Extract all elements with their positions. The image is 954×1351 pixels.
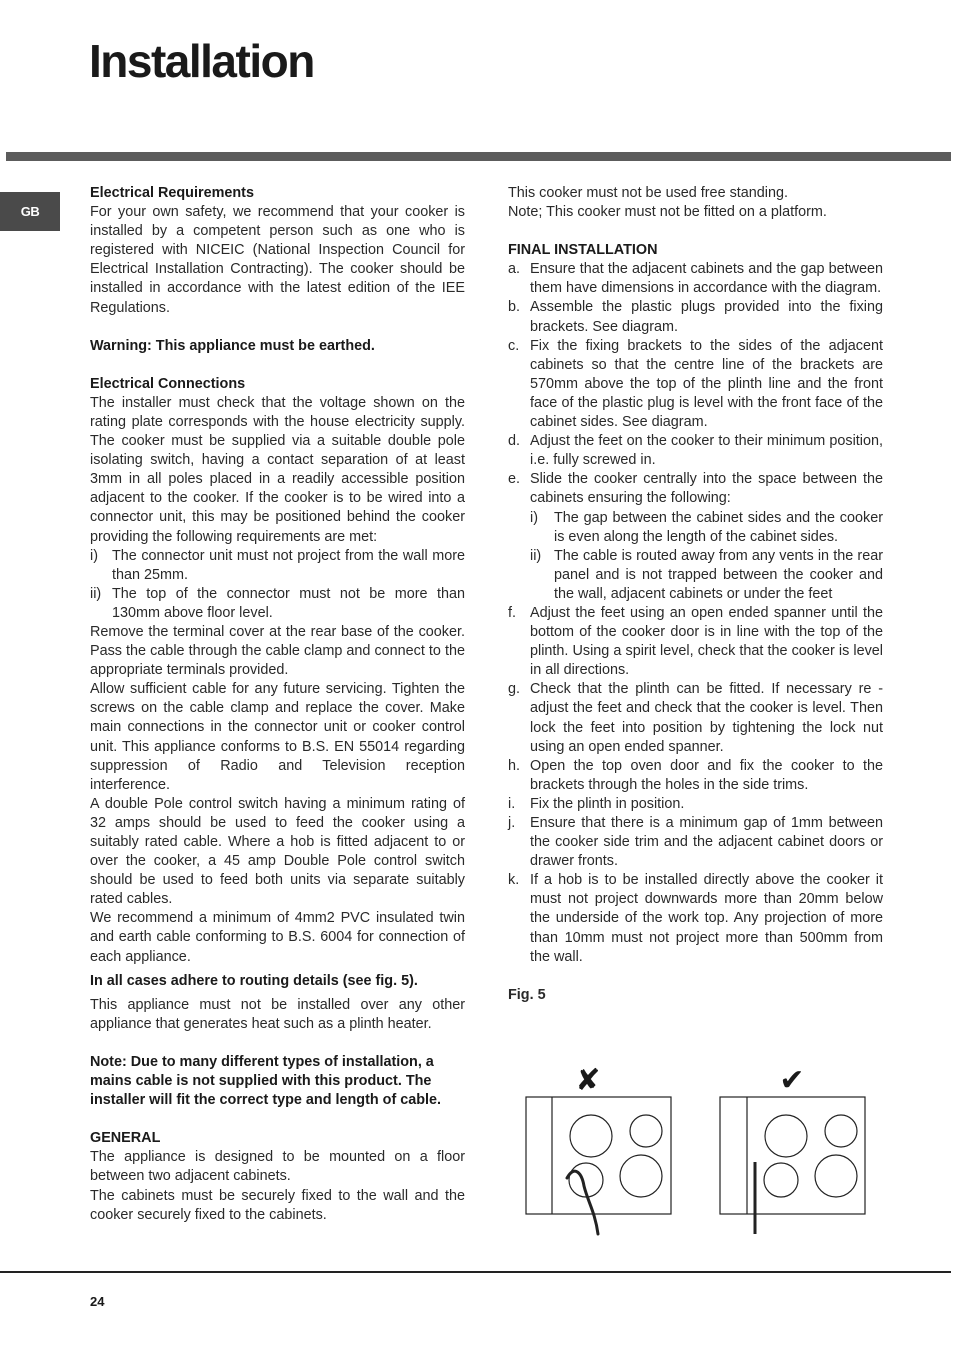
page-title: Installation (89, 35, 314, 87)
list-marker: ii) (530, 547, 542, 564)
list-marker: e. (508, 471, 521, 488)
wrong-routing-diagram (526, 1097, 671, 1234)
correct-check-icon: ✔ (779, 1063, 805, 1098)
hob-ring (764, 1163, 798, 1197)
electrical-connections-text: The installer must check that the voltage shown on the rating plate corresponds with the house electricity supply. The cooker must be supplied via a suitable double pole isolating switch, having a contact separation of at least 3mm in all poles placed in a readily accessible position adjacent to the cooker. If the cooker is to be wired into a connector unit, this may be positioned behind the cooker providing the following requirements are met: (90, 394, 465, 545)
list-marker: h. (508, 757, 521, 774)
list-item (508, 795, 883, 814)
general-text-mounting: The appliance is designed to be mounted on a floor between two adjacent cabinets. (90, 1149, 465, 1185)
hob-ring (765, 1115, 807, 1157)
left-column (90, 184, 465, 1225)
sub-list-item (530, 509, 883, 547)
list-item (508, 260, 883, 298)
list-text: Adjust the feet on the cooker to their minimum position, i.e. fully screwed in. (530, 433, 883, 469)
list-marker: b. (508, 299, 521, 316)
hob-ring (815, 1155, 857, 1197)
list-text: If a hob is to be installed directly above the cooker it must not project downwards more than 20mm below the underside of the work top. Any projection of more than 10mm must not project more than 500mm from the wall. (530, 872, 883, 965)
list-item (508, 432, 883, 470)
right-column (508, 184, 883, 1005)
list-marker: d. (508, 433, 521, 450)
list-text: The connector unit must not project from the wall more than 25mm. (112, 547, 465, 583)
list-item (508, 814, 883, 871)
sub-list-item (530, 547, 883, 604)
cable-recommendation-text: We recommend a minimum of 4mm2 PVC insulated twin and earth cable conforming to B.S. 6004 for connection of each appliance. (90, 910, 465, 965)
list-item (508, 604, 883, 680)
mains-cable-wrong (567, 1171, 598, 1234)
electrical-requirements-text: For your own safety, we recommend that your cooker is installed by a competent person such as one who is registered with NICEIC (National Inspection Council for Electrical Installation Contracting). The cooker should be installed in accordance with the latest edition of the IEE Regulations. (90, 204, 465, 316)
list-marker: ii) (90, 585, 102, 602)
list-item (508, 298, 883, 336)
cable-routing-figure (520, 1062, 875, 1242)
list-text: Fix the plinth in position. (530, 795, 685, 812)
list-item (508, 871, 883, 966)
list-marker: g. (508, 681, 521, 698)
list-text: Slide the cooker centrally into the space between the cabinets ensuring the following: (530, 471, 883, 507)
list-marker: i) (90, 547, 98, 564)
final-installation-heading: FINAL INSTALLATION (508, 242, 658, 259)
free-standing-note: This cooker must not be used free standing. (508, 185, 788, 201)
list-text: Ensure that there is a minimum gap of 1mm between the cooker side trim and the adjacent cabinet doors or drawer fronts. (530, 815, 883, 870)
hob-ring (570, 1115, 612, 1157)
list-text: The top of the connector must not be more than 130mm above floor level. (112, 585, 465, 621)
page-number: 24 (90, 1294, 105, 1309)
control-switch-text: A double Pole control switch having a minimum rating of 32 amps should be used to feed the cooker using a suitably rated cable. Where a hob is fitted adjacent to or over the cooker, a 45 amp Double Pole control switch should be used to feed both units via separate suitably rated cables. (90, 795, 465, 908)
earthing-warning: Warning: This appliance must be earthed. (90, 337, 375, 354)
list-marker: f. (508, 604, 516, 621)
language-tab: GB (0, 192, 60, 231)
footer-divider (0, 1271, 951, 1273)
list-text: Fix the fixing brackets to the sides of the adjacent cabinets so that the centre line of the brackets are 570mm above the top of the plinth line and the front face of the plastic plug is level with the front face of the cabinet sides. See diagram. (530, 337, 883, 431)
list-text: Check that the plinth can be fitted. If necessary re - adjust the feet and check that the cooker is level. Then lock the feet into position by tightening the lock nut using an open ended spanner. (530, 681, 883, 755)
list-item (508, 470, 883, 508)
list-text: Open the top oven door and fix the cooker to the brackets through the holes in the side trims. (530, 757, 883, 793)
electrical-connections-heading: Electrical Connections (90, 375, 246, 392)
list-text: Ensure that the adjacent cabinets and the gap between them have dimensions in accordance with the diagram. (530, 261, 883, 297)
hob-ring (620, 1155, 662, 1197)
list-marker: a. (508, 261, 521, 278)
mains-cable-note: Note: Due to many different types of installation, a mains cable is not supplied with this product. The installer will fit the correct type and length of cable. (90, 1053, 442, 1109)
hob-ring (825, 1115, 857, 1147)
list-marker: i) (530, 509, 538, 526)
correct-routing-diagram (720, 1097, 865, 1234)
figure-label: Fig. 5 (508, 986, 546, 1003)
list-marker: i. (508, 795, 516, 812)
list-marker: c. (508, 337, 520, 354)
list-marker: j. (508, 815, 516, 831)
terminal-cover-text: Remove the terminal cover at the rear base of the cooker. Pass the cable through the cable clamp and connect to the appropriate terminals provided. (90, 623, 465, 679)
list-marker: k. (508, 872, 520, 889)
general-heading: GENERAL (90, 1130, 161, 1147)
platform-note: Note; This cooker must not be fitted on a platform. (508, 204, 827, 221)
list-item (90, 547, 465, 585)
list-item (508, 757, 883, 795)
list-item (508, 337, 883, 432)
list-text: Assemble the plastic plugs provided into the fixing brackets. See diagram. (530, 299, 883, 335)
list-text: The gap between the cabinet sides and the cooker is even along the length of the cabinet sides. (554, 509, 883, 545)
list-text: Adjust the feet using an open ended spanner until the bottom of the cooker door is in line with the top of the plinth. Using a spirit level, check that the cooker is level in all directions. (530, 604, 883, 679)
hob-ring (630, 1115, 662, 1147)
list-item (508, 680, 883, 756)
electrical-requirements-heading: Electrical Requirements (90, 185, 254, 201)
heat-appliance-text: This appliance must not be installed over any other appliance that generates heat such as a plinth heater. (90, 996, 465, 1032)
wrong-cross-icon: ✘ (575, 1063, 601, 1098)
routing-note: In all cases adhere to routing details (see fig. 5). (90, 972, 418, 989)
cable-servicing-text: Allow sufficient cable for any future servicing. Tighten the screws on the cable clamp and replace the cover. Make main connections in the connector unit or cooker control unit. This appliance conforms to B.S. EN 55014 regarding suppression of Radio and Television reception interference. (90, 681, 465, 793)
header-divider-bar (6, 152, 951, 161)
list-text: The cable is routed away from any vents in the rear panel and is not trapped between the cooker and the wall, adjacent cabinets or under the feet (554, 547, 883, 602)
general-text-fixing: The cabinets must be securely fixed to the wall and the cooker securely fixed to the cabinets. (90, 1187, 465, 1223)
list-item (90, 585, 465, 623)
